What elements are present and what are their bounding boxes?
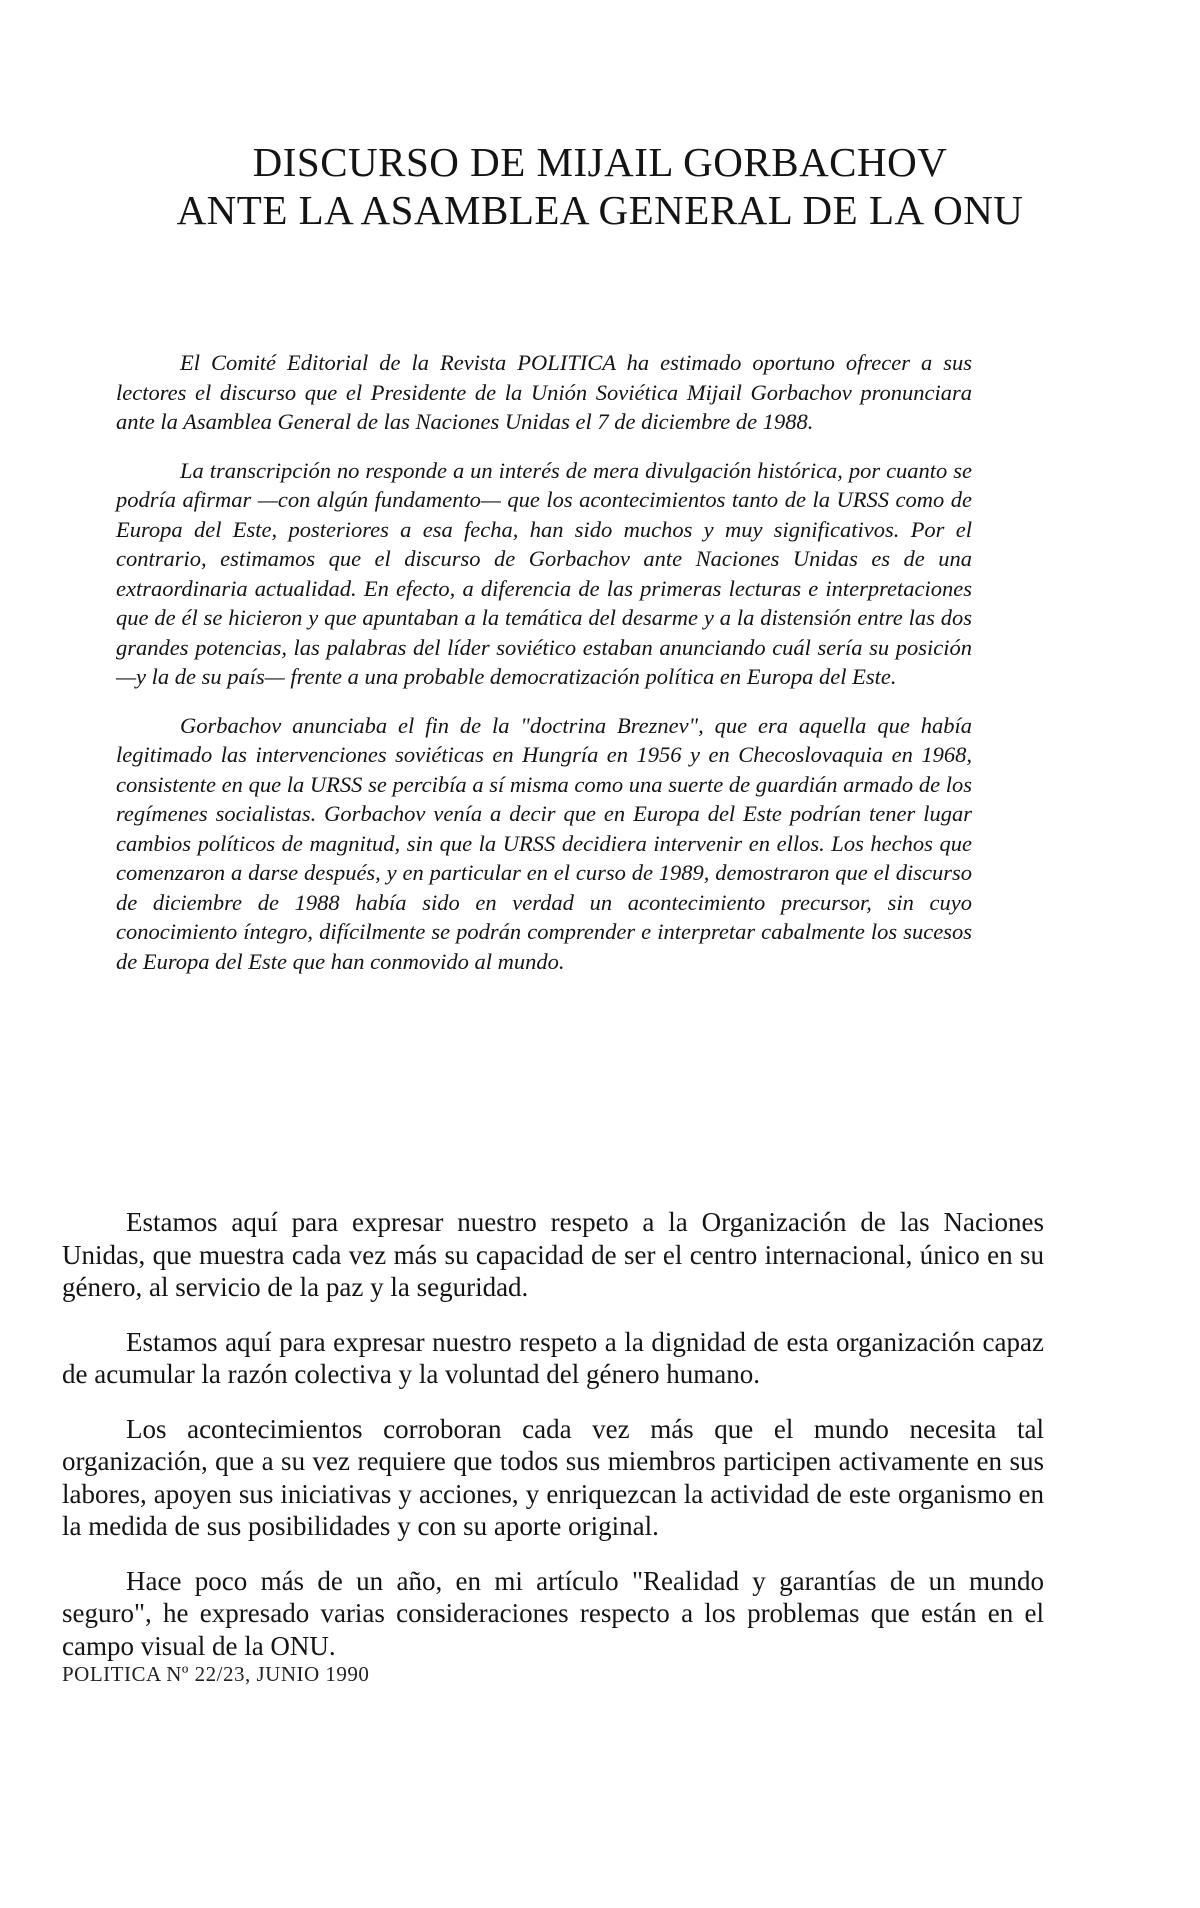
body-paragraph: Estamos aquí para expresar nuestro respeto a la dignidad de esta organización capaz de acumular la razón colectiva y la voluntad del género humano. xyxy=(62,1326,1044,1389)
editorial-introduction xyxy=(116,348,972,995)
body-paragraph: Hace poco más de un año, en mi artículo "Realidad y garantías de un mundo seguro", he expresado varias consideraciones respecto a los problemas que están en el campo visual de la ONU. xyxy=(62,1565,1044,1661)
speech-body xyxy=(62,1206,1044,1684)
intro-paragraph: La transcripción no responde a un interés de mera divulgación histórica, por cuanto se podría afirmar —con algún fundamento— que los acontecimientos tanto de la URSS como de Europa del Este, posteriores a esa fecha, han sido muchos y muy significativos. Por el contrario, estimamos que el discurso de Gorbachov ante Naciones Unidas es de una extraordinaria actualidad. En efecto, a diferencia de las primeras lecturas e interpretaciones que de él se hicieron y que apuntaban a la temática del desarme y a la distensión entre las dos grandes potencias, las palabras del líder soviético estaban anunciando cuál sería su posición —y la de su país— frente a una probable democratización política en Europa del Este. xyxy=(116,457,972,689)
page-footer: POLITICA Nº 22/23, JUNIO 1990 xyxy=(62,1662,370,1686)
title-line-2: ANTE LA ASAMBLEA GENERAL DE LA ONU xyxy=(176,187,1024,233)
page-title xyxy=(100,138,1100,234)
title-line-1: DISCURSO DE MIJAIL GORBACHOV xyxy=(252,139,948,185)
body-paragraph: Estamos aquí para expresar nuestro respeto a la Organización de las Naciones Unidas, que muestra cada vez más su capacidad de ser el centro internacional, único en su género, al servicio de la paz y la seguridad. xyxy=(62,1207,1044,1302)
intro-paragraph: El Comité Editorial de la Revista POLITICA ha estimado oportuno ofrecer a sus lectores el discurso que el Presidente de la Unión Soviética Mijail Gorbachov pronunciara ante la Asamblea General de las Naciones Unidas el 7 de diciembre de 1988. xyxy=(116,350,972,434)
body-paragraph: Los acontecimientos corroboran cada vez más que el mundo necesita tal organización, que a su vez requiere que todos sus miembros participen activamente en sus labores, apoyen sus iniciativas y acciones, y enriquezcan la actividad de este organismo en la medida de sus posibilidades y con su aporte original. xyxy=(62,1413,1044,1541)
intro-paragraph: Gorbachov anunciaba el fin de la "doctrina Breznev", que era aquella que había legitimado las intervenciones soviéticas en Hungría en 1956 y en Checoslovaquia en 1968, consistente en que la URSS se percibía a sí misma como una suerte de guardián armado de los regímenes socialistas. Gorbachov venía a decir que en Europa del Este podrían tener lugar cambios políticos de magnitud, sin que la URSS decidiera intervenir en ellos. Los hechos que comenzaron a darse después, y en particular en el curso de 1989, demostraron que el discurso de diciembre de 1988 había sido en verdad un acontecimiento precursor, sin cuyo conocimiento íntegro, difícilmente se podrán comprender e interpretar cabalmente los sucesos de Europa del Este que han conmovido al mundo. xyxy=(116,712,972,974)
